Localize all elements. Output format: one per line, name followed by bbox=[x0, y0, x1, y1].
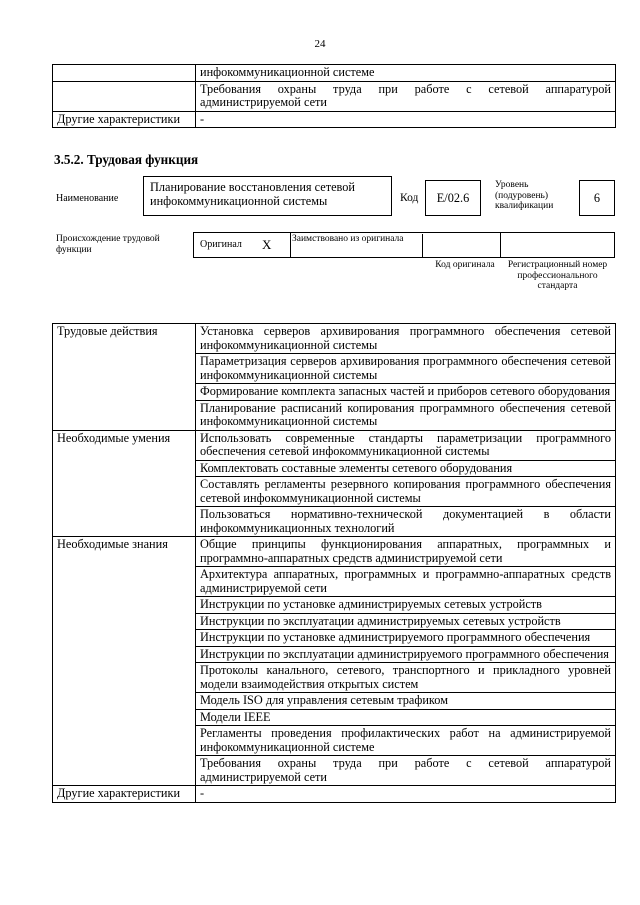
other-item: - bbox=[196, 786, 616, 803]
action-item: Параметризация серверов архивирования программного обеспечения сетевой инфокоммуникационной системы bbox=[196, 354, 616, 384]
borrowed-cell bbox=[292, 234, 423, 257]
level-box bbox=[579, 180, 615, 216]
table-row bbox=[53, 81, 616, 111]
action-item: Формирование комплекта запасных частей и приборов сетевого оборудования bbox=[196, 384, 616, 401]
page-number: 24 bbox=[314, 38, 326, 50]
content-cell: инфокоммуникационной системе bbox=[196, 65, 616, 82]
reg-number-cell bbox=[501, 233, 614, 257]
table-row bbox=[53, 786, 616, 803]
group-label-skills: Необходимые умения bbox=[53, 430, 196, 537]
original-mark: X bbox=[262, 237, 272, 252]
knowledge-item: Инструкции по эксплуатации администрируемых сетевых устройств bbox=[196, 613, 616, 630]
knowledge-item: Общие принципы функционирования аппаратных, программных и программно-аппаратных средств администрируемой сети bbox=[196, 537, 616, 567]
content-cell: - bbox=[196, 111, 616, 128]
skill-item: Комплектовать составные элементы сетевого оборудования bbox=[196, 460, 616, 477]
main-table bbox=[52, 323, 616, 803]
table-row bbox=[53, 111, 616, 128]
section-title: 3.5.2. Трудовая функция bbox=[54, 152, 199, 167]
function-code-value: E/02.6 bbox=[436, 191, 470, 205]
table-row bbox=[53, 324, 616, 354]
label-cell bbox=[53, 81, 196, 111]
group-label-knowledge: Необходимые знания bbox=[53, 537, 196, 786]
level-label: Уровень (подуровень) квалификации bbox=[495, 180, 554, 211]
content-cell: Требования охраны труда при работе с сетевой аппаратурой администрируемой сети bbox=[196, 81, 616, 111]
origin-label: Происхождение трудовой функции bbox=[56, 234, 160, 255]
skill-item: Составлять регламенты резервного копирования программного обеспечения сетевой инфокоммуникационной системы bbox=[196, 477, 616, 507]
knowledge-item: Инструкции по установке администрируемых сетевых устройств bbox=[196, 597, 616, 614]
action-item: Установка серверов архивирования программного обеспечения сетевой инфокоммуникационной системы bbox=[196, 324, 616, 354]
function-name-value: Планирование восстановления сетевой инфокоммуникационной системы bbox=[150, 180, 356, 208]
level-value: 6 bbox=[593, 191, 601, 205]
original-cell bbox=[194, 233, 291, 257]
knowledge-item: Протоколы канального, сетевого, транспортного и прикладного уровней модели взаимодействия открытых систем bbox=[196, 663, 616, 693]
table-row bbox=[53, 65, 616, 82]
continuation-table bbox=[52, 64, 616, 128]
code-original-caption: Код оригинала bbox=[435, 260, 495, 270]
label-cell: Другие характеристики bbox=[53, 111, 196, 128]
label-cell bbox=[53, 65, 196, 82]
code-label: Код bbox=[400, 192, 419, 204]
knowledge-item: Модели IEEE bbox=[196, 709, 616, 726]
borrowed-label: Заимствовано из оригинала bbox=[292, 234, 404, 244]
knowledge-item: Требования охраны труда при работе с сетевой аппаратурой администрируемой сети bbox=[196, 756, 616, 786]
table-row bbox=[53, 537, 616, 567]
table-row bbox=[53, 430, 616, 460]
function-name-box bbox=[143, 176, 392, 216]
reg-number-caption: Регистрационный номер профессионального стандарта bbox=[507, 260, 608, 291]
action-item: Планирование расписаний копирования программного обеспечения сетевой инфокоммуникационной системы bbox=[196, 400, 616, 430]
knowledge-item: Инструкции по установке администрируемого программного обеспечения bbox=[196, 630, 616, 647]
knowledge-item: Регламенты проведения профилактических работ на администрируемой инфокоммуникационной системе bbox=[196, 726, 616, 756]
knowledge-item: Архитектура аппаратных, программных и программно-аппаратных средств администрируемой сети bbox=[196, 567, 616, 597]
skill-item: Пользоваться нормативно-технической документацией в области инфокоммуникационных технологий bbox=[196, 507, 616, 537]
knowledge-item: Модель ISO для управления сетевым трафиком bbox=[196, 693, 616, 710]
skill-item: Использовать современные стандарты параметризации программного обеспечения сетевой инфокоммуникационной системы bbox=[196, 430, 616, 460]
function-code-box bbox=[425, 180, 481, 216]
group-label-actions: Трудовые действия bbox=[53, 324, 196, 431]
code-original-cell bbox=[430, 233, 501, 257]
knowledge-item: Инструкции по эксплуатации администрируемого программного обеспечения bbox=[196, 646, 616, 663]
origin-box bbox=[193, 232, 615, 258]
name-label: Наименование bbox=[56, 193, 119, 204]
group-label-other: Другие характеристики bbox=[53, 786, 196, 803]
original-label: Оригинал bbox=[200, 239, 242, 250]
